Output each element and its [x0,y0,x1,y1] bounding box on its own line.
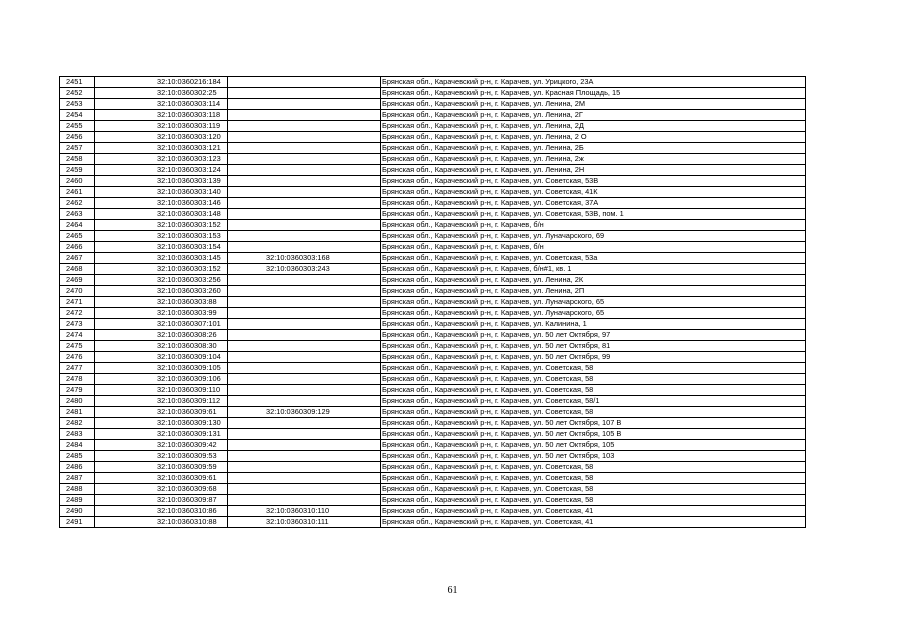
table-row [60,121,806,132]
address-cell: Брянская обл., Карачевский р-н, г. Карачев, ул. Советская, 58 [381,495,806,506]
table-row [60,517,806,528]
row-number-cell: 2460 [60,176,95,187]
address-cell: Брянская обл., Карачевский р-н, г. Карачев, ул. Луначарского, 65 [381,297,806,308]
table-row [60,110,806,121]
row-number-cell: 2476 [60,352,95,363]
related-cadastral-number-cell [228,363,381,374]
table-row [60,407,806,418]
row-number-cell: 2475 [60,341,95,352]
row-number-cell: 2489 [60,495,95,506]
cadastral-number-cell: 32:10:0360307:101 [95,319,228,330]
related-cadastral-number-cell: 32:10:0360309:129 [228,407,381,418]
table-row [60,154,806,165]
table-row [60,253,806,264]
address-cell: Брянская обл., Карачевский р-н, г. Карачев, б/н#1, кв. 1 [381,264,806,275]
related-cadastral-number-cell [228,484,381,495]
address-cell: Брянская обл., Карачевский р-н, г. Карачев, ул. Советская, 58 [381,473,806,484]
property-table [59,76,806,528]
table-row [60,473,806,484]
cadastral-number-cell: 32:10:0360303:152 [95,264,228,275]
cadastral-number-cell: 32:10:0360309:42 [95,440,228,451]
cadastral-number-cell: 32:10:0360303:153 [95,231,228,242]
address-cell: Брянская обл., Карачевский р-н, г. Карачев, ул. Ленина, 2ж [381,154,806,165]
related-cadastral-number-cell [228,121,381,132]
row-number-cell: 2480 [60,396,95,407]
cadastral-number-cell: 32:10:0360303:152 [95,220,228,231]
related-cadastral-number-cell [228,231,381,242]
table-row [60,286,806,297]
cadastral-number-cell: 32:10:0360303:124 [95,165,228,176]
address-cell: Брянская обл., Карачевский р-н, г. Карачев, ул. Советская, 41К [381,187,806,198]
related-cadastral-number-cell [228,187,381,198]
cadastral-number-cell: 32:10:0360309:104 [95,352,228,363]
address-cell: Брянская обл., Карачевский р-н, г. Карачев, ул. Советская, 37А [381,198,806,209]
related-cadastral-number-cell [228,341,381,352]
address-cell: Брянская обл., Карачевский р-н, г. Карачев, ул. 50 лет Октября, 97 [381,330,806,341]
row-number-cell: 2479 [60,385,95,396]
cadastral-number-cell: 32:10:0360309:131 [95,429,228,440]
table-row [60,462,806,473]
related-cadastral-number-cell [228,176,381,187]
row-number-cell: 2481 [60,407,95,418]
related-cadastral-number-cell [228,88,381,99]
address-cell: Брянская обл., Карачевский р-н, г. Карачев, б/н [381,242,806,253]
address-cell: Брянская обл., Карачевский р-н, г. Карачев, ул. Ленина, 2Г [381,110,806,121]
row-number-cell: 2456 [60,132,95,143]
address-cell: Брянская обл., Карачевский р-н, г. Карачев, ул. Урицкого, 23А [381,77,806,88]
page-number: 61 [447,585,458,596]
address-cell: Брянская обл., Карачевский р-н, г. Карачев, ул. Ленина, 2П [381,286,806,297]
cadastral-number-cell: 32:10:0360309:53 [95,451,228,462]
cadastral-number-cell: 32:10:0360303:260 [95,286,228,297]
cadastral-number-cell: 32:10:0360308:30 [95,341,228,352]
table-row [60,374,806,385]
address-cell: Брянская обл., Карачевский р-н, г. Карачев, ул. Луначарского, 69 [381,231,806,242]
related-cadastral-number-cell [228,143,381,154]
related-cadastral-number-cell [228,440,381,451]
row-number-cell: 2465 [60,231,95,242]
row-number-cell: 2458 [60,154,95,165]
cadastral-number-cell: 32:10:0360303:118 [95,110,228,121]
table-row [60,198,806,209]
related-cadastral-number-cell [228,297,381,308]
table-row [60,352,806,363]
table-row [60,77,806,88]
row-number-cell: 2486 [60,462,95,473]
address-cell: Брянская обл., Карачевский р-н, г. Карачев, ул. Советская, 41 [381,517,806,528]
related-cadastral-number-cell [228,220,381,231]
row-number-cell: 2488 [60,484,95,495]
cadastral-number-cell: 32:10:0360303:256 [95,275,228,286]
related-cadastral-number-cell [228,418,381,429]
row-number-cell: 2477 [60,363,95,374]
cadastral-number-cell: 32:10:0360302:25 [95,88,228,99]
address-cell: Брянская обл., Карачевский р-н, г. Карачев, ул. Советская, 41 [381,506,806,517]
cadastral-number-cell: 32:10:0360303:123 [95,154,228,165]
table-row [60,275,806,286]
row-number-cell: 2452 [60,88,95,99]
address-cell: Брянская обл., Карачевский р-н, г. Карачев, ул. Советская, 58 [381,363,806,374]
cadastral-number-cell: 32:10:0360309:110 [95,385,228,396]
table-row [60,319,806,330]
address-cell: Брянская обл., Карачевский р-н, г. Карачев, ул. Ленина, 2К [381,275,806,286]
row-number-cell: 2467 [60,253,95,264]
related-cadastral-number-cell [228,385,381,396]
cadastral-number-cell: 32:10:0360303:121 [95,143,228,154]
cadastral-number-cell: 32:10:0360216:184 [95,77,228,88]
row-number-cell: 2483 [60,429,95,440]
cadastral-number-cell: 32:10:0360303:146 [95,198,228,209]
related-cadastral-number-cell [228,132,381,143]
related-cadastral-number-cell: 32:10:0360303:243 [228,264,381,275]
address-cell: Брянская обл., Карачевский р-н, г. Карачев, ул. 50 лет Октября, 103 [381,451,806,462]
address-cell: Брянская обл., Карачевский р-н, г. Карачев, ул. Ленина, 2Н [381,165,806,176]
row-number-cell: 2482 [60,418,95,429]
row-number-cell: 2455 [60,121,95,132]
table-row [60,165,806,176]
cadastral-number-cell: 32:10:0360303:140 [95,187,228,198]
cadastral-number-cell: 32:10:0360309:112 [95,396,228,407]
table-row [60,363,806,374]
related-cadastral-number-cell [228,495,381,506]
related-cadastral-number-cell [228,198,381,209]
table-row [60,88,806,99]
row-number-cell: 2484 [60,440,95,451]
address-cell: Брянская обл., Карачевский р-н, г. Карачев, ул. 50 лет Октября, 99 [381,352,806,363]
row-number-cell: 2459 [60,165,95,176]
address-cell: Брянская обл., Карачевский р-н, г. Карачев, ул. Советская, 53а [381,253,806,264]
related-cadastral-number-cell [228,330,381,341]
address-cell: Брянская обл., Карачевский р-н, г. Карачев, ул. Советская, 53В, пом. 1 [381,209,806,220]
related-cadastral-number-cell [228,451,381,462]
cadastral-number-cell: 32:10:0360303:99 [95,308,228,319]
cadastral-number-cell: 32:10:0360303:114 [95,99,228,110]
address-cell: Брянская обл., Карачевский р-н, г. Карачев, ул. Ленина, 2Д [381,121,806,132]
related-cadastral-number-cell: 32:10:0360310:110 [228,506,381,517]
cadastral-number-cell: 32:10:0360303:88 [95,297,228,308]
row-number-cell: 2487 [60,473,95,484]
table-row [60,396,806,407]
cadastral-number-cell: 32:10:0360309:68 [95,484,228,495]
related-cadastral-number-cell [228,165,381,176]
address-cell: Брянская обл., Карачевский р-н, г. Карачев, ул. Советская, 58 [381,374,806,385]
address-cell: Брянская обл., Карачевский р-н, г. Карачев, ул. 50 лет Октября, 107 В [381,418,806,429]
address-cell: Брянская обл., Карачевский р-н, г. Карачев, ул. Советская, 58 [381,462,806,473]
table-row [60,242,806,253]
cadastral-number-cell: 32:10:0360303:139 [95,176,228,187]
table-row [60,209,806,220]
row-number-cell: 2461 [60,187,95,198]
related-cadastral-number-cell [228,99,381,110]
table-row [60,132,806,143]
row-number-cell: 2462 [60,198,95,209]
table-row [60,451,806,462]
related-cadastral-number-cell [228,275,381,286]
row-number-cell: 2466 [60,242,95,253]
cadastral-number-cell: 32:10:0360309:106 [95,374,228,385]
cadastral-number-cell: 32:10:0360309:130 [95,418,228,429]
address-cell: Брянская обл., Карачевский р-н, г. Карачев, ул. Советская, 58/1 [381,396,806,407]
row-number-cell: 2491 [60,517,95,528]
related-cadastral-number-cell [228,374,381,385]
address-cell: Брянская обл., Карачевский р-н, г. Карачев, ул. Советская, 58 [381,385,806,396]
related-cadastral-number-cell: 32:10:0360303:168 [228,253,381,264]
related-cadastral-number-cell [228,242,381,253]
table-row [60,418,806,429]
cadastral-number-cell: 32:10:0360309:87 [95,495,228,506]
related-cadastral-number-cell [228,286,381,297]
address-cell: Брянская обл., Карачевский р-н, г. Карачев, ул. Советская, 58 [381,407,806,418]
cadastral-number-cell: 32:10:0360303:119 [95,121,228,132]
row-number-cell: 2471 [60,297,95,308]
related-cadastral-number-cell: 32:10:0360310:111 [228,517,381,528]
row-number-cell: 2490 [60,506,95,517]
address-cell: Брянская обл., Карачевский р-н, г. Карачев, б/н [381,220,806,231]
address-cell: Брянская обл., Карачевский р-н, г. Карачев, ул. 50 лет Октября, 105 [381,440,806,451]
related-cadastral-number-cell [228,209,381,220]
related-cadastral-number-cell [228,429,381,440]
address-cell: Брянская обл., Карачевский р-н, г. Карачев, ул. Советская, 53В [381,176,806,187]
table-row [60,429,806,440]
cadastral-number-cell: 32:10:0360309:61 [95,407,228,418]
row-number-cell: 2463 [60,209,95,220]
address-cell: Брянская обл., Карачевский р-н, г. Карачев, ул. Советская, 58 [381,484,806,495]
table-row [60,440,806,451]
related-cadastral-number-cell [228,396,381,407]
address-cell: Брянская обл., Карачевский р-н, г. Карачев, ул. Ленина, 2 О [381,132,806,143]
related-cadastral-number-cell [228,462,381,473]
row-number-cell: 2478 [60,374,95,385]
table-row [60,330,806,341]
row-number-cell: 2468 [60,264,95,275]
row-number-cell: 2473 [60,319,95,330]
table-row [60,176,806,187]
cadastral-number-cell: 32:10:0360303:120 [95,132,228,143]
address-cell: Брянская обл., Карачевский р-н, г. Карачев, ул. Ленина, 2М [381,99,806,110]
table-row [60,99,806,110]
table-row [60,308,806,319]
table-body [60,77,806,528]
related-cadastral-number-cell [228,110,381,121]
table-row [60,264,806,275]
table-row [60,495,806,506]
cadastral-number-cell: 32:10:0360309:105 [95,363,228,374]
related-cadastral-number-cell [228,308,381,319]
row-number-cell: 2451 [60,77,95,88]
row-number-cell: 2470 [60,286,95,297]
related-cadastral-number-cell [228,154,381,165]
row-number-cell: 2454 [60,110,95,121]
table-row [60,143,806,154]
related-cadastral-number-cell [228,77,381,88]
cadastral-number-cell: 32:10:0360309:61 [95,473,228,484]
table-row [60,341,806,352]
address-cell: Брянская обл., Карачевский р-н, г. Карачев, ул. Ленина, 2Б [381,143,806,154]
cadastral-number-cell: 32:10:0360310:86 [95,506,228,517]
table-row [60,385,806,396]
cadastral-number-cell: 32:10:0360310:88 [95,517,228,528]
cadastral-number-cell: 32:10:0360303:148 [95,209,228,220]
row-number-cell: 2485 [60,451,95,462]
row-number-cell: 2474 [60,330,95,341]
table-row [60,231,806,242]
cadastral-number-cell: 32:10:0360303:145 [95,253,228,264]
related-cadastral-number-cell [228,473,381,484]
address-cell: Брянская обл., Карачевский р-н, г. Карачев, ул. 50 лет Октября, 105 В [381,429,806,440]
table-row [60,484,806,495]
table-row [60,187,806,198]
address-cell: Брянская обл., Карачевский р-н, г. Карачев, ул. Калинина, 1 [381,319,806,330]
table-row [60,220,806,231]
row-number-cell: 2457 [60,143,95,154]
cadastral-number-cell: 32:10:0360303:154 [95,242,228,253]
cadastral-number-cell: 32:10:0360309:59 [95,462,228,473]
row-number-cell: 2453 [60,99,95,110]
cadastral-number-cell: 32:10:0360308:26 [95,330,228,341]
row-number-cell: 2464 [60,220,95,231]
row-number-cell: 2472 [60,308,95,319]
address-cell: Брянская обл., Карачевский р-н, г. Карачев, ул. Красная Площадь, 15 [381,88,806,99]
table-row [60,297,806,308]
address-cell: Брянская обл., Карачевский р-н, г. Карачев, ул. 50 лет Октября, 81 [381,341,806,352]
related-cadastral-number-cell [228,319,381,330]
related-cadastral-number-cell [228,352,381,363]
table-row [60,506,806,517]
row-number-cell: 2469 [60,275,95,286]
address-cell: Брянская обл., Карачевский р-н, г. Карачев, ул. Луначарского, 65 [381,308,806,319]
